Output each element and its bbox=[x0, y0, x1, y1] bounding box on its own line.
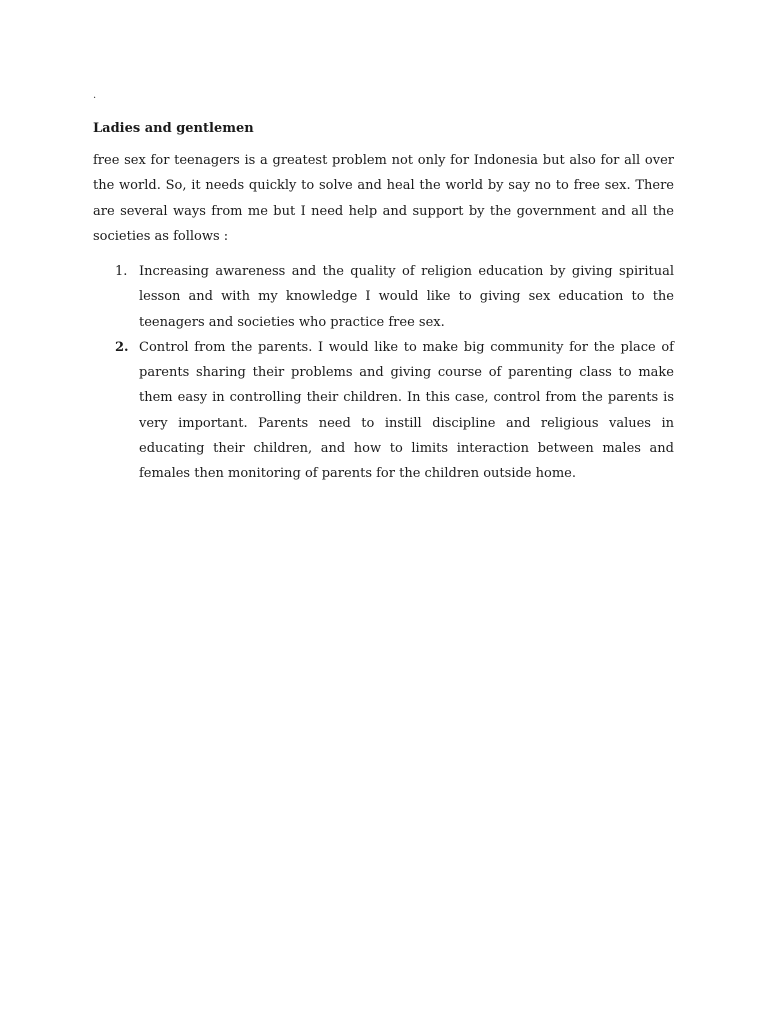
list-item bbox=[93, 335, 674, 487]
list-item-text: Control from the parents. I would like to make big community for the place of parents sharing their problems and giving course of parenting class to make them easy in controlling their children. In this case, control from the parents is very important. Parents need to instill discipline and religious values in educating their children, and how to limits interaction between males and females then monitoring of parents for the children outside home. bbox=[139, 339, 674, 482]
list-item-number: 2. bbox=[115, 339, 129, 355]
numbered-list bbox=[93, 259, 674, 487]
salutation-heading: Ladies and gentlemen bbox=[93, 121, 254, 136]
leading-dot: . bbox=[93, 90, 97, 101]
list-item bbox=[93, 259, 674, 335]
list-item-text: Increasing awareness and the quality of religion education by giving spiritual lesson and with my knowledge I would like to giving sex education to the teenagers and societies who practice free sex. bbox=[139, 264, 674, 330]
list-item-number: 1. bbox=[115, 264, 128, 279]
intro-paragraph: free sex for teenagers is a greatest problem not only for Indonesia but also for all over the world. So, it needs quickly to solve and heal the world by say no to free sex. There are several ways from me but I need help and support by the government and all the societies as follows : bbox=[93, 153, 674, 244]
